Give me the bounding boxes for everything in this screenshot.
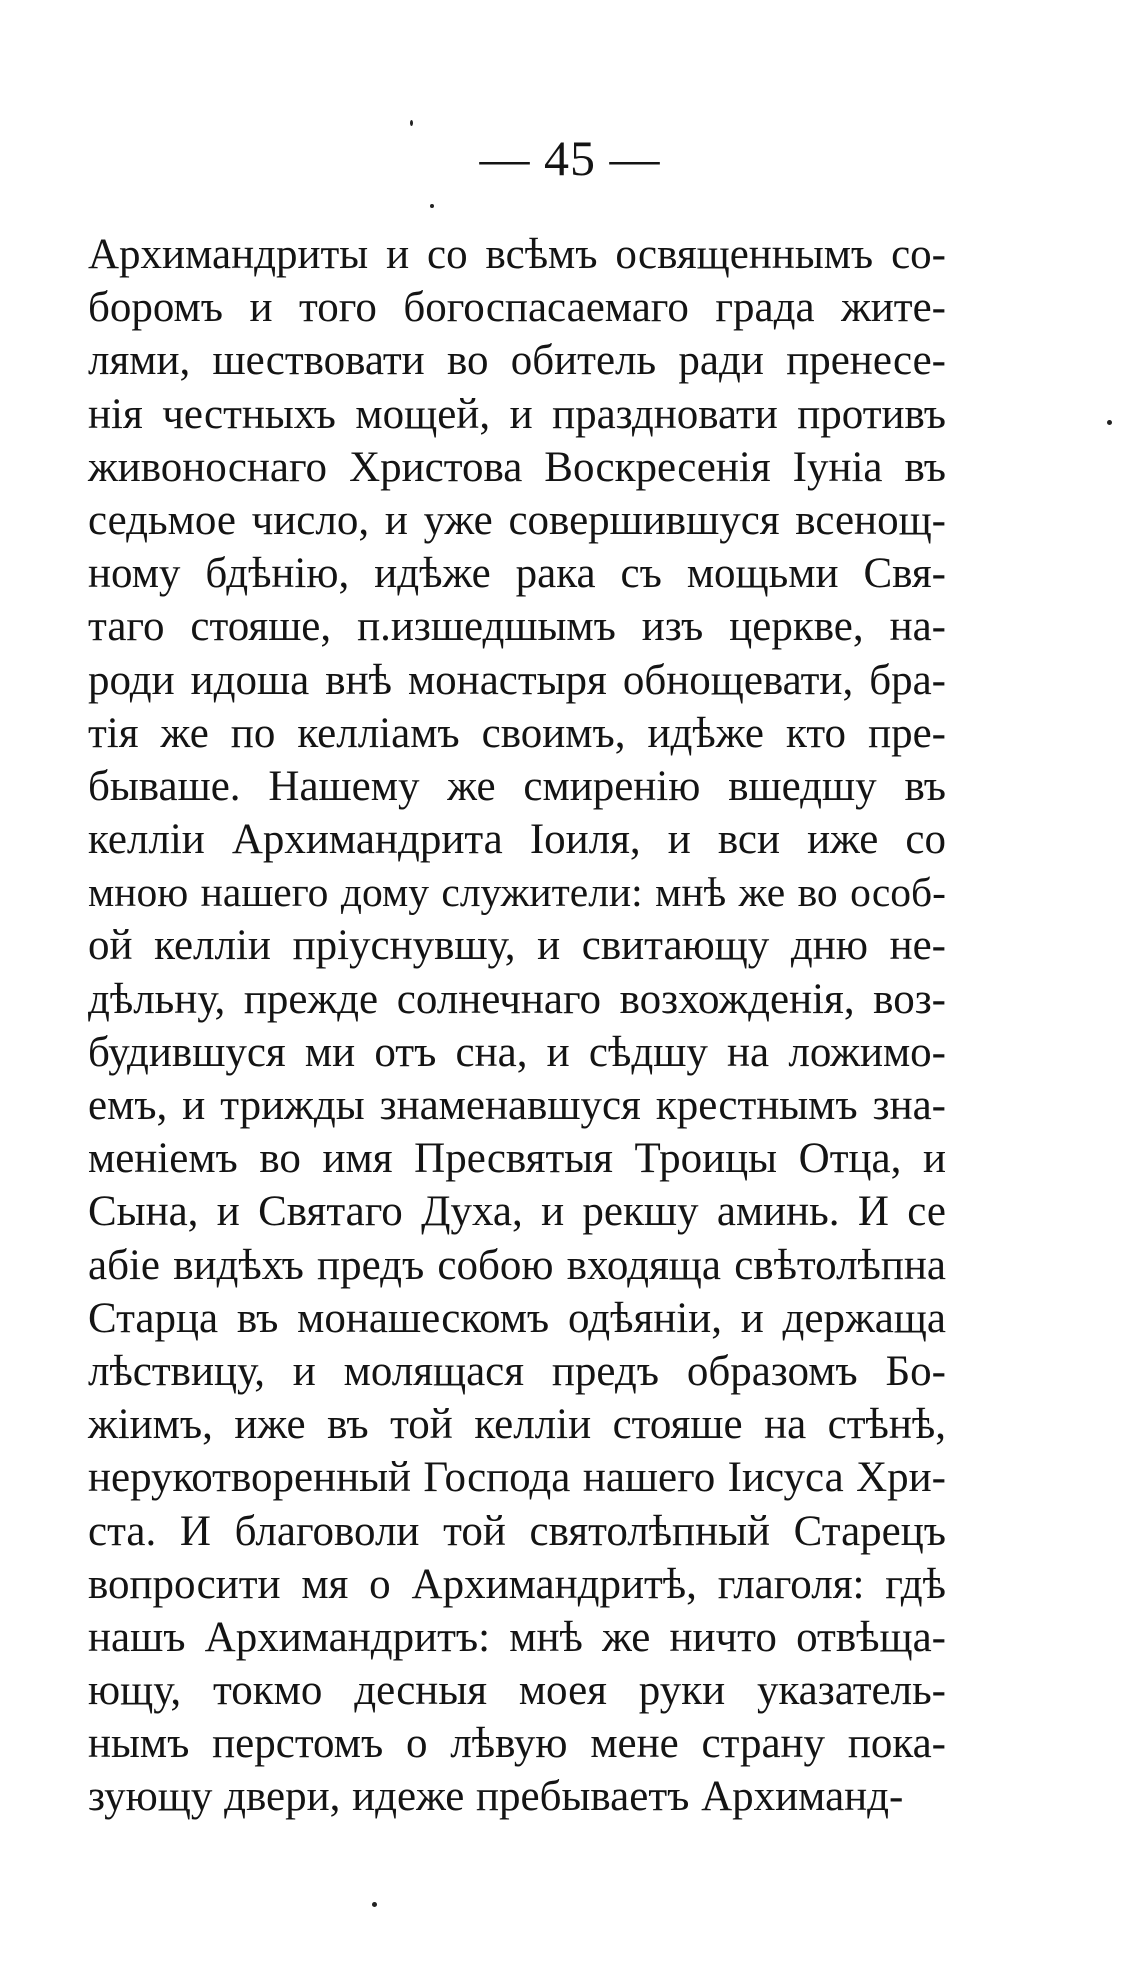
text-line: нымъ перстомъ о лѣвую мене страну пока- xyxy=(88,1720,946,1768)
text-line: вопросити мя о Архимандритѣ, глаголя: гдѣ xyxy=(88,1560,946,1608)
text-line: будившуся ми отъ сна, и сѣдшу на ложимо- xyxy=(88,1028,946,1076)
text-line: лями, шествовати во обитель ради пренесе- xyxy=(88,337,946,385)
text-line: лѣствицу, и молящася предъ образомъ Бо- xyxy=(88,1347,946,1395)
print-speck xyxy=(372,1902,377,1907)
text-line: нашъ Архимандритъ: мнѣ же ничто отвѣща- xyxy=(88,1613,946,1661)
print-speck xyxy=(430,204,434,208)
print-speck xyxy=(410,120,413,126)
text-line: тія же по келліамъ своимъ, идѣже кто пре- xyxy=(88,709,946,757)
text-line: живоноснаго Христова Воскресенія Іуніа въ xyxy=(88,443,946,491)
text-line: жіимъ, иже въ той келліи стояше на стѣнѣ, xyxy=(88,1401,946,1449)
text-line: седьмое число, и уже совершившуся всенощ- xyxy=(88,496,946,544)
body-text xyxy=(88,228,946,1824)
text-line: ному бдѣнію, идѣже рака съ мощьми Свя- xyxy=(88,550,946,598)
text-line: меніемъ во имя Пресвятыя Троицы Отца, и xyxy=(88,1135,946,1183)
text-line: ющу, токмо десныя моея руки указатель- xyxy=(88,1667,946,1715)
text-line: мною нашего дому служители: мнѣ же во особ- xyxy=(88,869,946,916)
text-line: ой келліи пріуснувшу, и свитающу дню не- xyxy=(88,922,946,970)
text-line: роди идоша внѣ монастыря обнощевати, бра- xyxy=(88,656,946,704)
text-line: абіе видѣхъ предъ собою входяща свѣтолѣпна xyxy=(88,1241,946,1289)
text-line: ста. И благоволи той святолѣпный Старецъ xyxy=(88,1507,946,1555)
text-line: нія честныхъ мощей, и праздновати противъ xyxy=(88,390,946,438)
page-number: — 45 — xyxy=(479,130,661,186)
text-line: таго стояше, п.изшедшымъ изъ церкве, на- xyxy=(88,603,946,651)
text-line: бываше. Нашему же смиренію вшедшу въ xyxy=(88,762,946,810)
text-line: боромъ и того богоспасаемаго града жите- xyxy=(88,284,946,332)
text-line: келліи Архимандрита Іоиля, и вси иже со xyxy=(88,816,946,864)
text-line: нерукотворенный Господа нашего Іисуса Хри- xyxy=(88,1454,946,1502)
text-line: емъ, и трижды знаменавшуся крестнымъ зна- xyxy=(88,1082,946,1129)
text-line: Старца въ монашескомъ одѣяніи, и держаща xyxy=(88,1294,946,1342)
text-line: Архимандриты и со всѣмъ освященнымъ со- xyxy=(88,231,946,278)
text-line: дѣльну, прежде солнечнаго возхожденія, воз- xyxy=(88,975,946,1023)
print-speck xyxy=(1107,420,1112,425)
text-line: Сына, и Святаго Духа, и рекшу аминь. И се xyxy=(88,1188,946,1236)
text-line: зующу двери, идеже пребываетъ Архиманд- xyxy=(88,1773,904,1821)
